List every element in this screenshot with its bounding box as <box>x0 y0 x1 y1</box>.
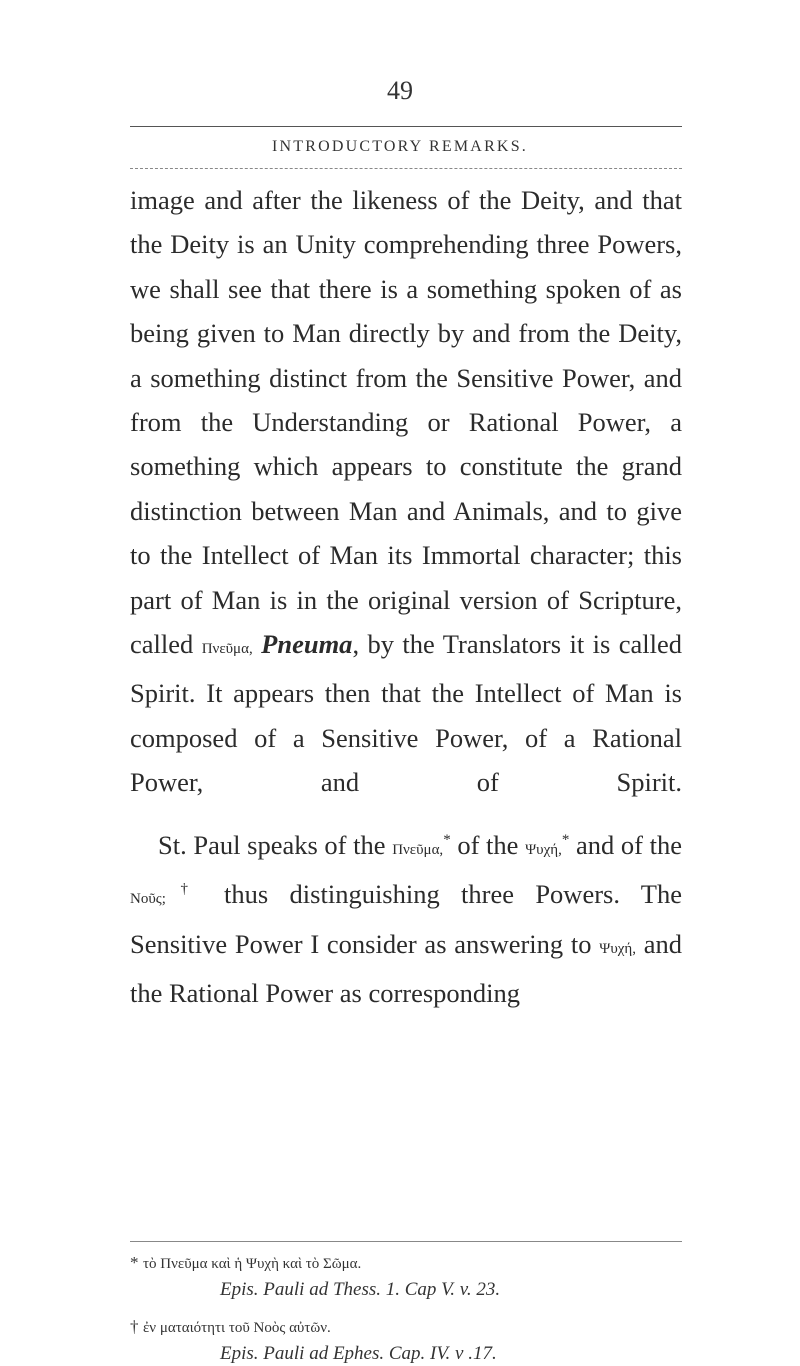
greek-pneuma: Πνεῦμα, <box>201 641 253 658</box>
page-number: 49 <box>387 76 413 105</box>
footnotes <box>130 1250 682 1366</box>
greek-pneuma-2: Πνεῦμα, <box>392 841 444 858</box>
footnote-ref-3[interactable]: † <box>165 881 203 898</box>
footnote-2 <box>130 1314 682 1341</box>
footnote-reference <box>130 1341 682 1366</box>
para1-tail: , by the Translators it is called Spirit. It appears then that the Intellect of Man is composed of a Sensitive Power, of a Rational Power, and of Spirit. <box>130 629 683 798</box>
footnote-mark: * <box>130 1253 139 1272</box>
body-text <box>130 178 682 1015</box>
footnote-rule <box>130 1241 682 1242</box>
running-head: INTRODUCTORY REMARKS. <box>271 138 528 155</box>
greek-nous: Νοῦς; <box>130 891 166 908</box>
header-rule <box>130 126 682 127</box>
footnote-mark: † <box>130 1317 139 1336</box>
para2-text-5: and the Rational Power as corresponding <box>130 928 683 1008</box>
footnote-reference <box>130 1277 682 1302</box>
para1-lead: image and after the likeness of the Deity, and that the Deity is an Unity comprehending three Powers, we shall see that there is a something spoken of as being given to Man directly by and from the Deity, a something distinct from the Sensitive Power, and from the Understanding or Rational Power, a something which appears to constitute the grand distinction between Man and Animals, and to give to the Intellect of Man its Immortal character; this part of Man is in the original version of Scripture, called <box>130 185 682 660</box>
pneuma-italic: Pneuma <box>261 629 353 660</box>
footnote-1 <box>130 1250 682 1277</box>
paragraph-2 <box>130 823 682 1016</box>
footnote-ref-2[interactable]: * <box>561 831 570 848</box>
para2-text-1: St. Paul speaks of the <box>158 829 393 860</box>
footnote-ref-1[interactable]: * <box>443 831 451 848</box>
para2-text-2: of the <box>450 829 526 860</box>
greek-psyche: Ψυχή, <box>525 841 562 858</box>
greek-psyche-2: Ψυχή, <box>599 940 636 957</box>
footnote-reference-text: Epis. Pauli ad Thess. 1. Cap V. v. 23. <box>220 1279 501 1300</box>
footnote-greek: τὸ Πνεῦμα καὶ ἡ Ψυχὴ καὶ τὸ Σῶμα. <box>143 1256 362 1272</box>
para2-text-4: thus distinguishing three Powers. The Sensitive Power I consider as answering to <box>130 879 682 959</box>
footnote-greek: ἐν ματαιότητι τοῦ Νοὸς αὐτῶν. <box>143 1320 331 1336</box>
paragraph-1 <box>130 178 682 805</box>
footnote-reference-text: Epis. Pauli ad Ephes. Cap. IV. v .17. <box>220 1343 497 1364</box>
para2-text-3: and of the <box>569 829 683 860</box>
header-divider <box>130 168 682 169</box>
